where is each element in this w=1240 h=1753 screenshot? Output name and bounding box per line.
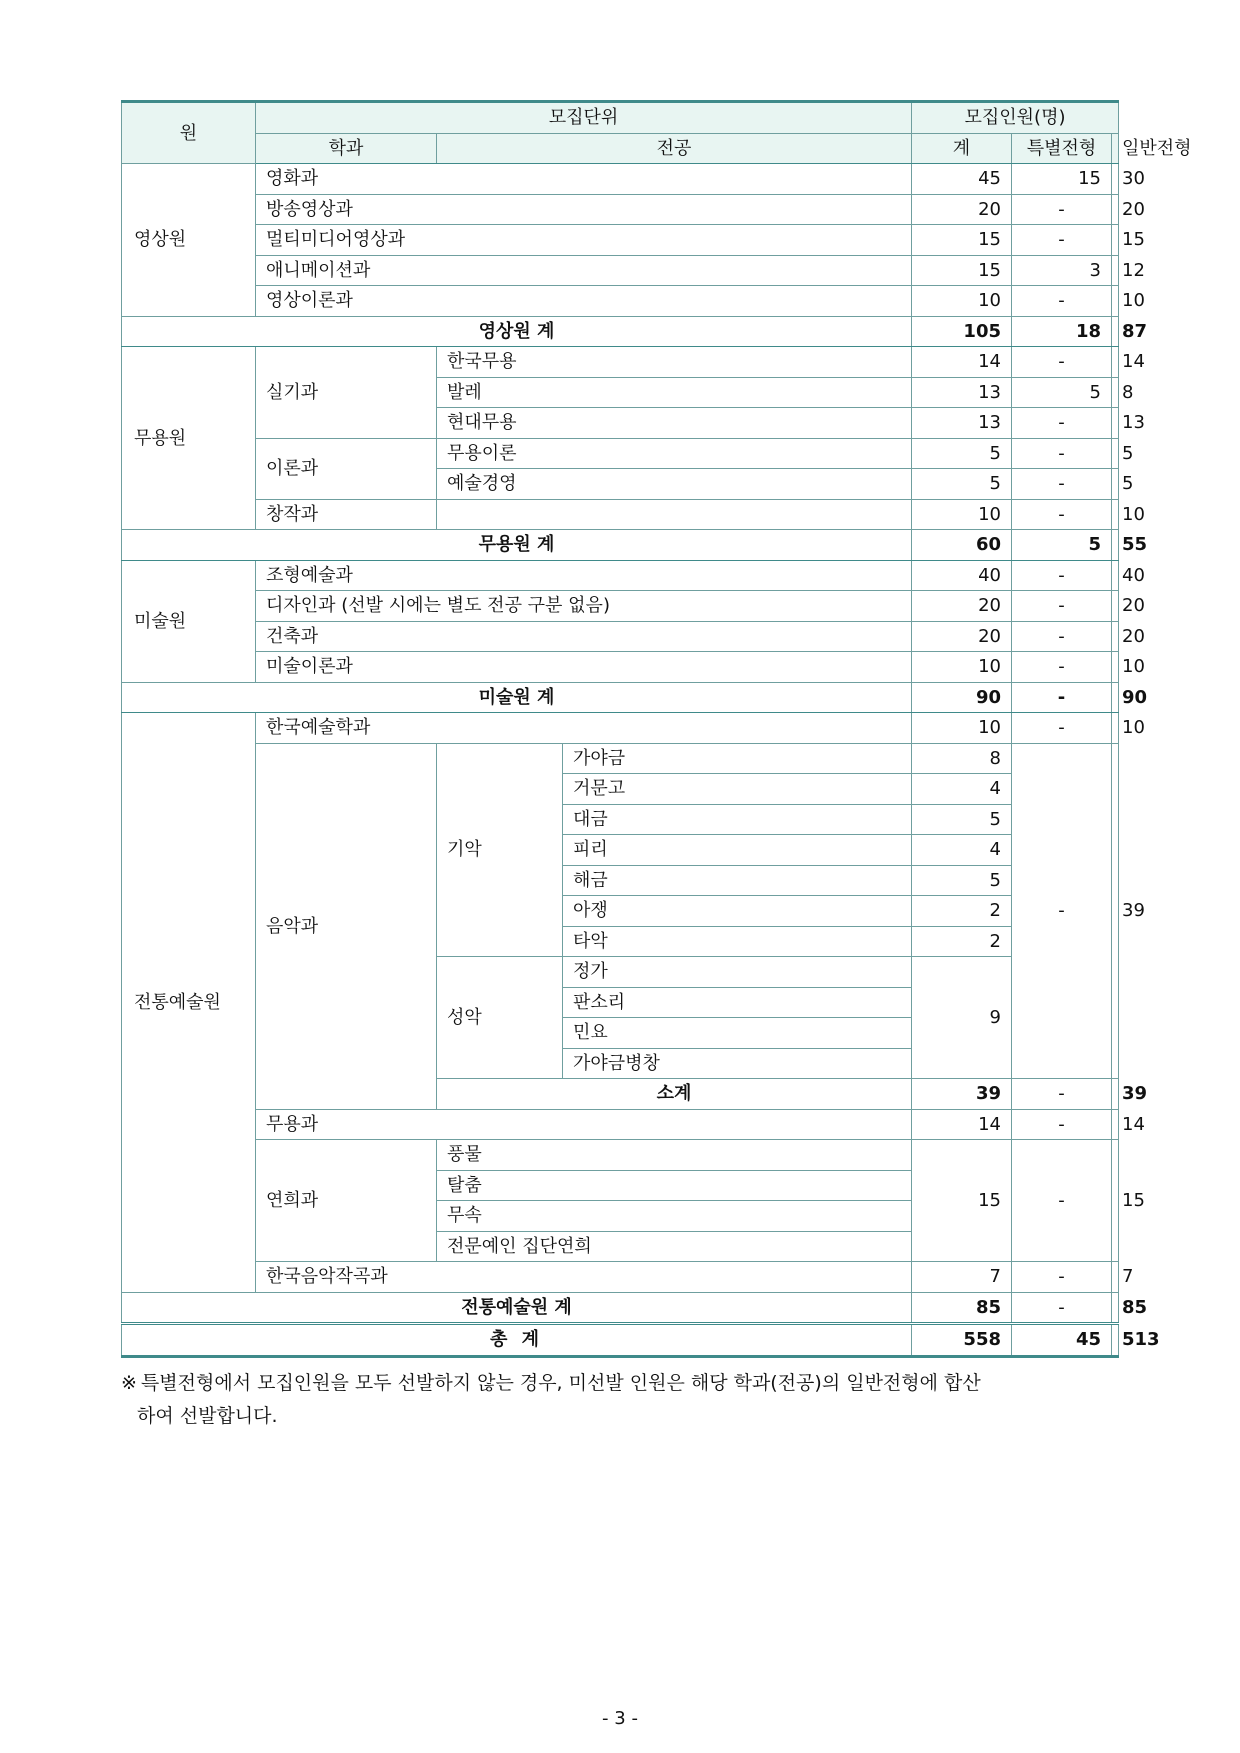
special-cell: - bbox=[1012, 591, 1112, 622]
table-row bbox=[122, 1262, 1119, 1293]
table-row bbox=[122, 1109, 1119, 1140]
major-cell: 타악 bbox=[563, 926, 912, 957]
special-cell: - bbox=[1012, 347, 1112, 378]
total-cell: 14 bbox=[912, 347, 1012, 378]
header-major: 전공 bbox=[437, 133, 912, 164]
total-cell: 2 bbox=[912, 896, 1012, 927]
dept-cell: 연희과 bbox=[256, 1140, 437, 1262]
dept-cell: 무용과 bbox=[256, 1109, 912, 1140]
subtotal-label: 소계 bbox=[437, 1079, 912, 1110]
general-cell: 12 bbox=[1112, 255, 1119, 286]
dept-cell: 한국음악작곡과 bbox=[256, 1262, 912, 1293]
general-cell: 15 bbox=[1112, 1140, 1119, 1262]
special-cell: 5 bbox=[1012, 530, 1112, 561]
note-mark: ※ bbox=[121, 1372, 137, 1394]
dept-cell: 창작과 bbox=[256, 499, 437, 530]
general-cell: 14 bbox=[1112, 347, 1119, 378]
table-row bbox=[122, 225, 1119, 256]
total-cell: 2 bbox=[912, 926, 1012, 957]
major-cell: 예술경영 bbox=[437, 469, 912, 500]
total-cell: 10 bbox=[912, 652, 1012, 683]
table-row bbox=[122, 438, 1119, 469]
header-dept: 학과 bbox=[256, 133, 437, 164]
subtotal-row-film bbox=[122, 316, 1119, 347]
dept-cell: 멀티미디어영상과 bbox=[256, 225, 912, 256]
page-number: - 3 - bbox=[602, 1708, 638, 1729]
special-cell: - bbox=[1012, 225, 1112, 256]
table-row bbox=[122, 591, 1119, 622]
total-cell: 5 bbox=[912, 865, 1012, 896]
total-cell: 105 bbox=[912, 316, 1012, 347]
major-cell: 발레 bbox=[437, 377, 912, 408]
total-cell: 10 bbox=[912, 713, 1012, 744]
school-film: 영상원 bbox=[122, 164, 256, 317]
dept-cell: 건축과 bbox=[256, 621, 912, 652]
general-cell: 20 bbox=[1112, 194, 1119, 225]
special-cell: - bbox=[1012, 286, 1112, 317]
dept-cell: 애니메이션과 bbox=[256, 255, 912, 286]
header-won: 원 bbox=[122, 102, 256, 164]
footnote bbox=[121, 1367, 1121, 1433]
general-cell: 39 bbox=[1112, 743, 1119, 1079]
special-cell: - bbox=[1012, 682, 1112, 713]
major-cell: 한국무용 bbox=[437, 347, 912, 378]
school-dance: 무용원 bbox=[122, 347, 256, 530]
special-cell: - bbox=[1012, 1109, 1112, 1140]
total-cell: 20 bbox=[912, 591, 1012, 622]
note-line-1: 특별전형에서 모집인원을 모두 선발하지 않는 경우, 미선발 인원은 해당 학과(전공)의 일반전형에 합산 bbox=[140, 1372, 981, 1394]
total-cell: 5 bbox=[912, 469, 1012, 500]
special-cell: 15 bbox=[1012, 164, 1112, 195]
special-cell: 18 bbox=[1012, 316, 1112, 347]
special-cell: - bbox=[1012, 499, 1112, 530]
general-cell: 55 bbox=[1112, 530, 1119, 561]
major-cell: 대금 bbox=[563, 804, 912, 835]
total-cell: 5 bbox=[912, 804, 1012, 835]
total-cell: 7 bbox=[912, 1262, 1012, 1293]
major-cell: 정가 bbox=[563, 957, 912, 988]
table-row bbox=[122, 347, 1119, 378]
school-trad: 전통예술원 bbox=[122, 713, 256, 1293]
total-cell: 15 bbox=[912, 255, 1012, 286]
total-cell: 13 bbox=[912, 377, 1012, 408]
general-cell: 10 bbox=[1112, 713, 1119, 744]
total-cell: 4 bbox=[912, 774, 1012, 805]
table-row bbox=[122, 652, 1119, 683]
dept-cell: 디자인과 (선발 시에는 별도 전공 구분 없음) bbox=[256, 591, 912, 622]
table-row bbox=[122, 164, 1119, 195]
general-cell: 87 bbox=[1112, 316, 1119, 347]
total-cell: 45 bbox=[912, 164, 1012, 195]
special-cell: - bbox=[1012, 713, 1112, 744]
general-cell: 10 bbox=[1112, 652, 1119, 683]
general-cell: 20 bbox=[1112, 591, 1119, 622]
dept-cell: 미술이론과 bbox=[256, 652, 912, 683]
total-cell: 13 bbox=[912, 408, 1012, 439]
school-art: 미술원 bbox=[122, 560, 256, 682]
table-row bbox=[122, 194, 1119, 225]
table-row bbox=[122, 560, 1119, 591]
general-cell: 30 bbox=[1112, 164, 1119, 195]
dept-cell: 한국예술학과 bbox=[256, 713, 912, 744]
dept-cell: 영화과 bbox=[256, 164, 912, 195]
total-cell: 15 bbox=[912, 225, 1012, 256]
total-cell: 40 bbox=[912, 560, 1012, 591]
general-cell: 5 bbox=[1112, 469, 1119, 500]
total-cell: 558 bbox=[912, 1324, 1012, 1357]
general-cell: 14 bbox=[1112, 1109, 1119, 1140]
subtotal-row-dance bbox=[122, 530, 1119, 561]
general-cell: 513 bbox=[1112, 1324, 1119, 1357]
major-cell: 풍물 bbox=[437, 1140, 912, 1171]
recruitment-table bbox=[121, 100, 1192, 1358]
major-cell: 무용이론 bbox=[437, 438, 912, 469]
header-row-2 bbox=[122, 133, 1119, 164]
general-cell: 20 bbox=[1112, 621, 1119, 652]
total-cell: 10 bbox=[912, 499, 1012, 530]
major-cell: 탈춤 bbox=[437, 1170, 912, 1201]
total-cell: 20 bbox=[912, 194, 1012, 225]
table-row bbox=[122, 499, 1119, 530]
special-cell: - bbox=[1012, 194, 1112, 225]
special-cell: 45 bbox=[1012, 1324, 1112, 1357]
special-cell: - bbox=[1012, 1079, 1112, 1110]
special-cell: - bbox=[1012, 1140, 1112, 1262]
special-cell: - bbox=[1012, 621, 1112, 652]
dept-cell: 이론과 bbox=[256, 438, 437, 499]
special-cell: - bbox=[1012, 1292, 1112, 1324]
special-cell: - bbox=[1012, 652, 1112, 683]
major-cell: 판소리 bbox=[563, 987, 912, 1018]
table-row bbox=[122, 713, 1119, 744]
total-cell: 8 bbox=[912, 743, 1012, 774]
header-unit: 모집단위 bbox=[256, 102, 912, 134]
table-row bbox=[122, 1140, 1119, 1171]
general-cell: 90 bbox=[1112, 682, 1119, 713]
special-cell: 5 bbox=[1012, 377, 1112, 408]
total-cell: 9 bbox=[912, 957, 1012, 1079]
table-row bbox=[122, 286, 1119, 317]
major-cell: 가야금병창 bbox=[563, 1048, 912, 1079]
header-total: 계 bbox=[912, 133, 1012, 164]
major-group-cell: 기악 bbox=[437, 743, 563, 957]
special-cell: - bbox=[1012, 743, 1112, 1079]
total-cell: 15 bbox=[912, 1140, 1012, 1262]
special-cell: - bbox=[1012, 469, 1112, 500]
dept-cell: 실기과 bbox=[256, 347, 437, 439]
total-cell: 14 bbox=[912, 1109, 1012, 1140]
dept-cell: 음악과 bbox=[256, 743, 437, 1109]
grand-total-label: 총 계 bbox=[122, 1324, 912, 1357]
special-cell: - bbox=[1012, 408, 1112, 439]
total-cell: 5 bbox=[912, 438, 1012, 469]
major-cell: 현대무용 bbox=[437, 408, 912, 439]
major-cell: 해금 bbox=[563, 865, 912, 896]
header-quota: 모집인원(명) bbox=[912, 102, 1119, 134]
table-row bbox=[122, 621, 1119, 652]
major-cell: 거문고 bbox=[563, 774, 912, 805]
total-cell: 60 bbox=[912, 530, 1012, 561]
header-special: 특별전형 bbox=[1012, 133, 1112, 164]
note-line-2: 하여 선발합니다. bbox=[137, 1405, 278, 1427]
general-cell: 10 bbox=[1112, 286, 1119, 317]
special-cell: - bbox=[1012, 1262, 1112, 1293]
subtotal-row-trad bbox=[122, 1292, 1119, 1324]
general-cell: 39 bbox=[1112, 1079, 1119, 1110]
special-cell: 3 bbox=[1012, 255, 1112, 286]
major-cell: 가야금 bbox=[563, 743, 912, 774]
header-general: 일반전형 bbox=[1112, 133, 1119, 164]
special-cell: - bbox=[1012, 438, 1112, 469]
major-cell: 전문예인 집단연희 bbox=[437, 1231, 912, 1262]
major-cell bbox=[437, 499, 912, 530]
major-cell: 무속 bbox=[437, 1201, 912, 1232]
total-cell: 39 bbox=[912, 1079, 1012, 1110]
total-cell: 90 bbox=[912, 682, 1012, 713]
general-cell: 15 bbox=[1112, 225, 1119, 256]
general-cell: 10 bbox=[1112, 499, 1119, 530]
dept-cell: 방송영상과 bbox=[256, 194, 912, 225]
table-row bbox=[122, 255, 1119, 286]
major-group-cell: 성악 bbox=[437, 957, 563, 1079]
general-cell: 13 bbox=[1112, 408, 1119, 439]
general-cell: 8 bbox=[1112, 377, 1119, 408]
header-row-1 bbox=[122, 102, 1119, 134]
total-cell: 85 bbox=[912, 1292, 1012, 1324]
general-cell: 5 bbox=[1112, 438, 1119, 469]
major-cell: 아쟁 bbox=[563, 896, 912, 927]
table-row bbox=[122, 743, 1119, 774]
general-cell: 40 bbox=[1112, 560, 1119, 591]
dept-cell: 영상이론과 bbox=[256, 286, 912, 317]
subtotal-row-art bbox=[122, 682, 1119, 713]
general-cell: 7 bbox=[1112, 1262, 1119, 1293]
subtotal-label: 무용원 계 bbox=[122, 530, 912, 561]
general-cell: 85 bbox=[1112, 1292, 1119, 1324]
grand-total-row bbox=[122, 1324, 1119, 1357]
special-cell: - bbox=[1012, 560, 1112, 591]
major-cell: 민요 bbox=[563, 1018, 912, 1049]
dept-cell: 조형예술과 bbox=[256, 560, 912, 591]
total-cell: 4 bbox=[912, 835, 1012, 866]
major-cell: 피리 bbox=[563, 835, 912, 866]
subtotal-label: 미술원 계 bbox=[122, 682, 912, 713]
total-cell: 20 bbox=[912, 621, 1012, 652]
subtotal-label: 영상원 계 bbox=[122, 316, 912, 347]
subtotal-label: 전통예술원 계 bbox=[122, 1292, 912, 1324]
total-cell: 10 bbox=[912, 286, 1012, 317]
